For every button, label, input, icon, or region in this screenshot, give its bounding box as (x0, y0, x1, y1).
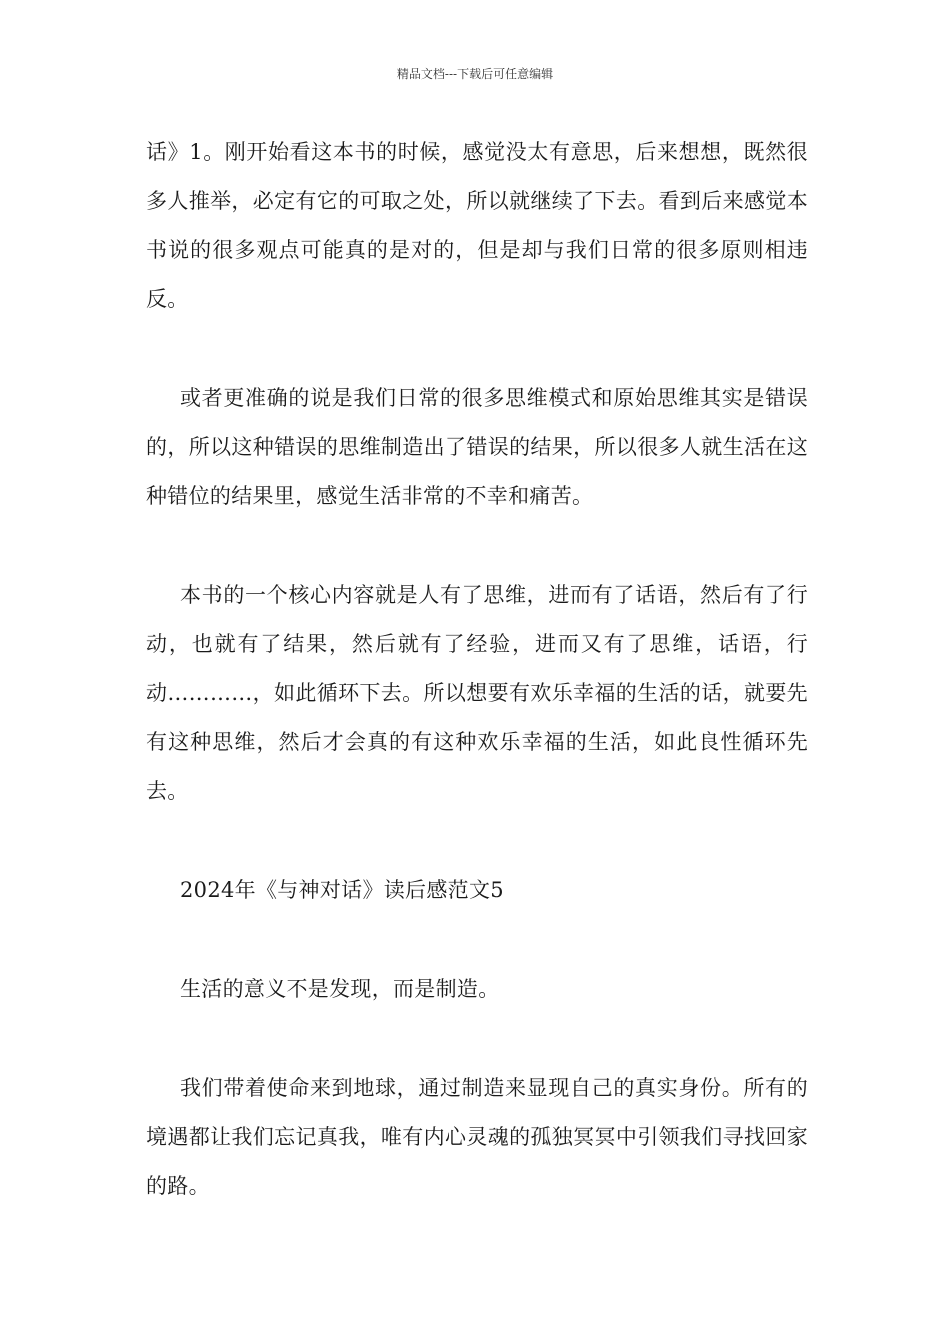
paragraph-gap (146, 1014, 808, 1064)
document-body (146, 128, 808, 1211)
section-heading: 2024年《与神对话》读后感范文5 (180, 878, 504, 902)
paragraph-3: 本书的一个核心内容就是人有了思维，进而有了话语，然后有了行动，也就有了结果，然后就有了经验，进而又有了思维，话语，行动…………，如此循环下去。所以想要有欢乐幸福的生活的话，就要先有这种思维，然后才会真的有这种欢乐幸福的生活，如此良性循环先去。 (146, 583, 808, 803)
paragraph-gap (146, 915, 808, 965)
paragraph-gap (146, 816, 808, 866)
page-header: 精品文档---下载后可任意编辑 (396, 67, 554, 81)
paragraph-gap (146, 521, 808, 571)
paragraph-1: 话》1。刚开始看这本书的时候，感觉没太有意思，后来想想，既然很多人推举，必定有它的可取之处，所以就继续了下去。看到后来感觉本书说的很多观点可能真的是对的，但是却与我们日常的很多原则相违反。 (146, 140, 808, 311)
paragraph-5: 我们带着使命来到地球，通过制造来显现自己的真实身份。所有的境遇都让我们忘记真我，唯有内心灵魂的孤独冥冥中引领我们寻找回家的路。 (146, 1076, 808, 1198)
paragraph-2: 或者更准确的说是我们日常的很多思维模式和原始思维其实是错误的，所以这种错误的思维制造出了错误的结果，所以很多人就生活在这种错位的结果里，感觉生活非常的不幸和痛苦。 (146, 386, 808, 508)
paragraph-4: 生活的意义不是发现，而是制造。 (180, 977, 500, 1001)
paragraph-gap (146, 324, 808, 374)
